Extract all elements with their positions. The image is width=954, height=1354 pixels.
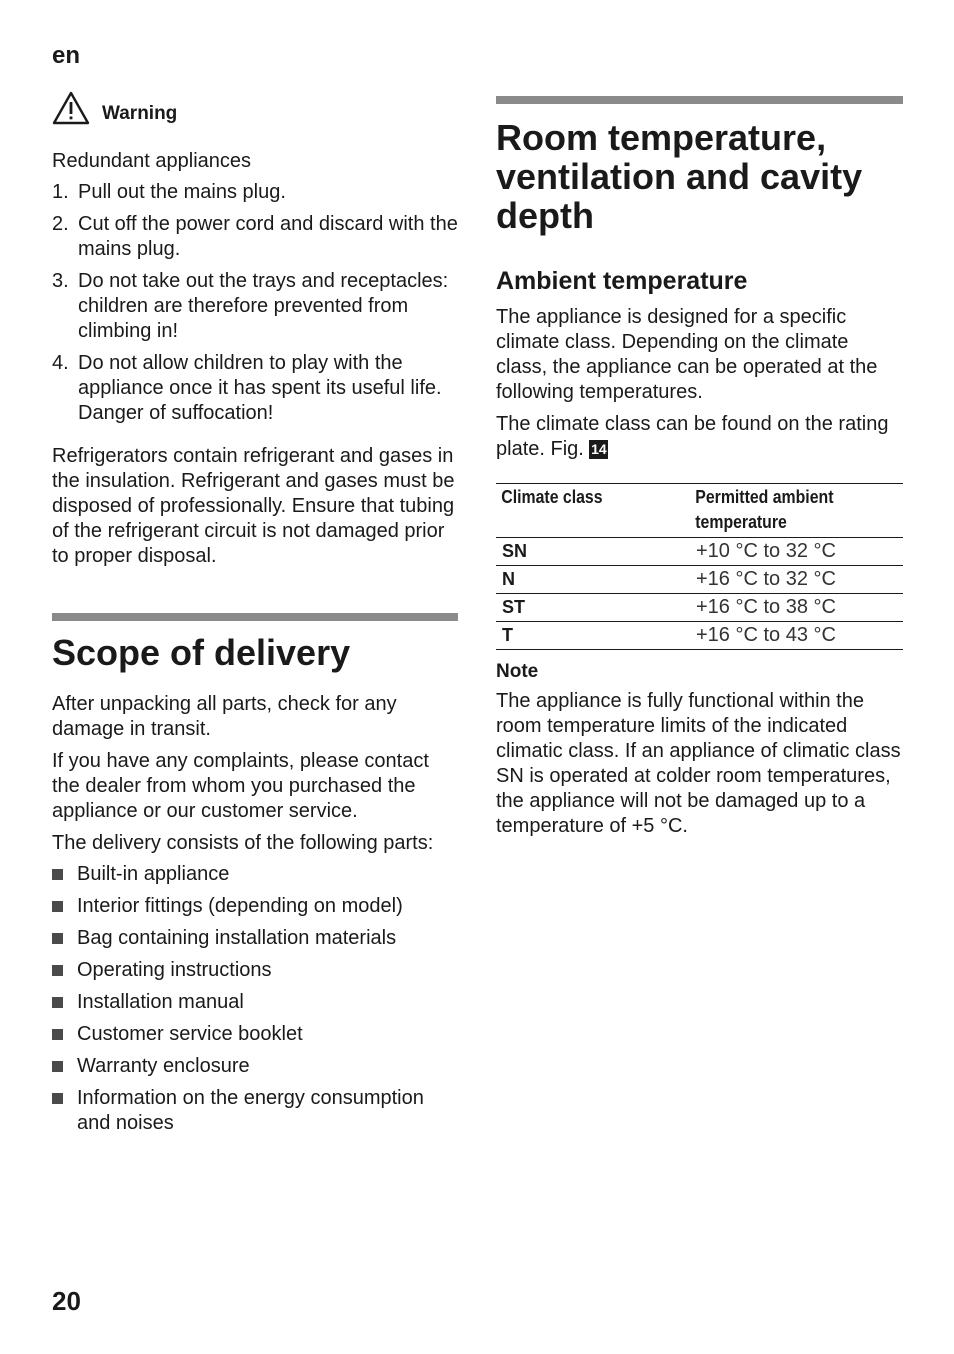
bullet-square-icon — [52, 965, 63, 976]
scope-section — [52, 633, 458, 1136]
list-item: Warranty enclosure — [52, 1054, 458, 1079]
list-item: 3. Do not take out the trays and receptacles: children are therefore prevented from climbing in! — [52, 270, 449, 342]
bullet-square-icon — [52, 1093, 63, 1104]
list-item: Interior fittings (depending on model) — [52, 894, 458, 919]
list-item: Built-in appliance — [52, 862, 458, 887]
list-item: Bag containing installation materials — [52, 926, 458, 951]
ambient-paragraph-2: The climate class can be found on the rating plate. Fig. 14 — [496, 413, 889, 460]
left-column — [52, 88, 458, 1143]
note-title: Note — [496, 661, 539, 682]
figure-reference: 14 — [591, 441, 607, 457]
climate-class-cell: N — [496, 566, 690, 594]
room-title: Room temperature, ventilation and cavity depth — [496, 117, 863, 236]
bullet-square-icon — [52, 1061, 63, 1072]
language-code: en — [52, 42, 81, 69]
ambient-section — [496, 266, 903, 462]
table-row — [496, 622, 903, 650]
column-header: Permitted ambient temperature — [690, 484, 877, 538]
column-header: Climate class — [496, 484, 667, 538]
warning-header — [52, 88, 458, 128]
section-divider — [496, 96, 903, 104]
page-number: 20 — [52, 1286, 81, 1316]
climate-class-cell: T — [496, 622, 690, 650]
list-item: Information on the energy consumption and noises — [52, 1086, 458, 1136]
list-item: 4. Do not allow children to play with the appliance once it has spent its useful life. Danger of suffocation! — [52, 352, 442, 424]
list-item: Operating instructions — [52, 958, 458, 983]
warning-steps — [52, 180, 458, 426]
note-text: The appliance is fully functional within the room temperature limits of the indicated climatic class. If an appliance of climatic class SN is operated at colder room temperatures, the appliance will not be damaged up to a temperature of +5 °C. — [496, 690, 901, 837]
warning-title: Warning — [102, 103, 178, 124]
table-row — [496, 538, 903, 566]
ambient-paragraph-1: The appliance is designed for a specific climate class. Depending on the climate class, the appliance can be operated at the following temperatures. — [496, 306, 878, 403]
temperature-cell: +16 °C to 38 °C — [690, 594, 903, 622]
delivery-items-list — [52, 862, 458, 1136]
bullet-square-icon — [52, 997, 63, 1008]
bullet-square-icon — [52, 1029, 63, 1040]
note-section — [496, 660, 903, 839]
bullet-square-icon — [52, 933, 63, 944]
table-row — [496, 594, 903, 622]
section-divider — [52, 613, 458, 621]
warning-intro: Redundant appliances — [52, 150, 252, 172]
list-item: 1. Pull out the mains plug. — [52, 181, 286, 203]
list-item: 2. Cut off the power cord and discard with the mains plug. — [52, 213, 458, 260]
scope-paragraph-2: If you have any complaints, please contact the dealer from whom you purchased the appliance or our customer service. — [52, 750, 429, 822]
table-header-row — [496, 484, 903, 538]
list-item: Customer service booklet — [52, 1022, 458, 1047]
bullet-square-icon — [52, 901, 63, 912]
temperature-cell: +10 °C to 32 °C — [690, 538, 903, 566]
scope-paragraph-1: After unpacking all parts, check for any damage in transit. — [52, 693, 397, 740]
right-column — [496, 96, 903, 839]
climate-class-cell: ST — [496, 594, 690, 622]
list-item: Installation manual — [52, 990, 458, 1015]
ambient-subtitle: Ambient temperature — [496, 267, 748, 295]
scope-title: Scope of delivery — [52, 632, 351, 673]
climate-class-table — [496, 483, 903, 650]
refrigerant-paragraph: Refrigerators contain refrigerant and gases in the insulation. Refrigerant and gases must be disposed of professionally. Ensure that tubing of the refrigerant circuit is not damaged prior to proper disposal. — [52, 445, 455, 567]
bullet-square-icon — [52, 869, 63, 880]
warning-triangle-icon — [52, 91, 90, 125]
temperature-cell: +16 °C to 43 °C — [690, 622, 903, 650]
scope-paragraph-3: The delivery consists of the following parts: — [52, 832, 434, 854]
climate-class-cell: SN — [496, 538, 690, 566]
temperature-cell: +16 °C to 32 °C — [690, 566, 903, 594]
table-row — [496, 566, 903, 594]
